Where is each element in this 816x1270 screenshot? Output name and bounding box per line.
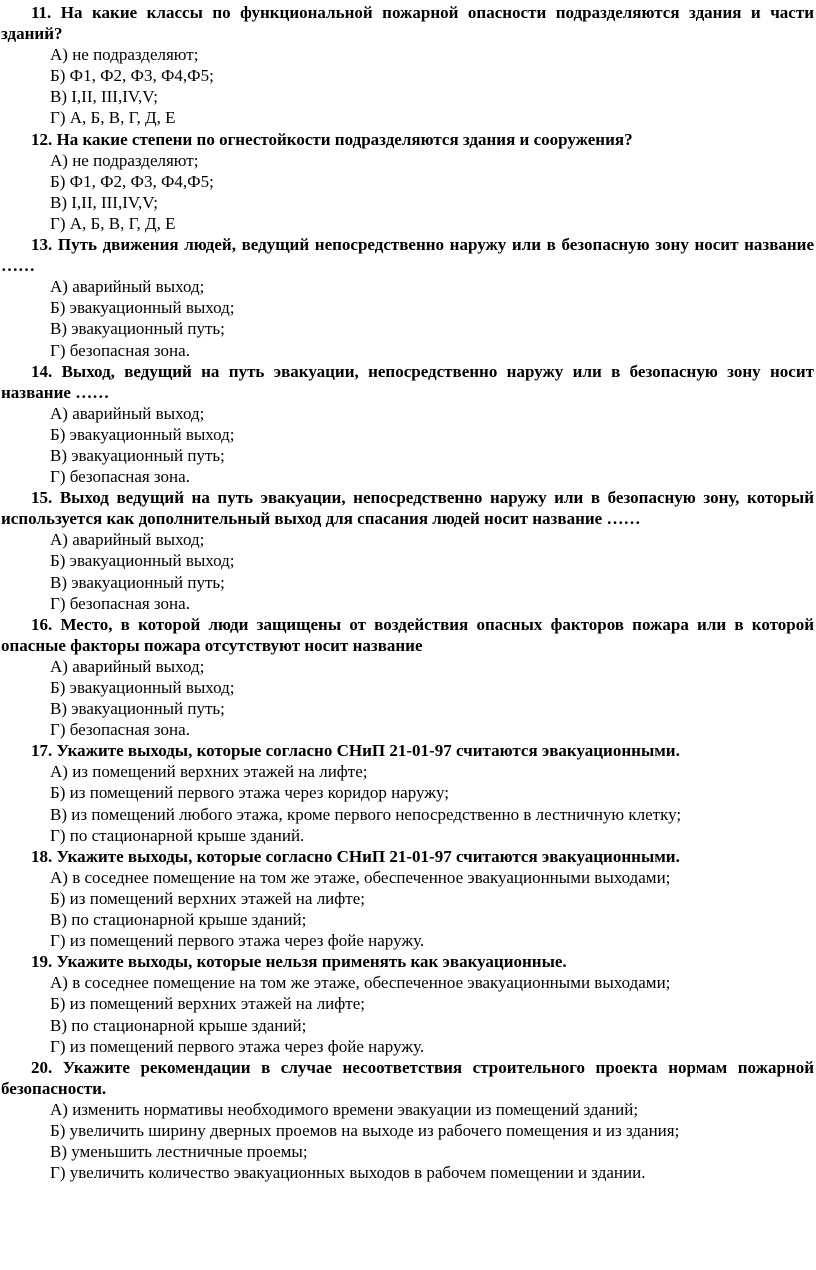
answer-option: А) аварийный выход; bbox=[50, 403, 205, 423]
answer-option: А) не подразделяют; bbox=[50, 150, 199, 170]
question-number: 19. bbox=[31, 952, 53, 972]
question-text bbox=[1, 1057, 814, 1099]
answer-option: Б) из помещений первого этажа через коридор наружу; bbox=[50, 783, 450, 803]
question-number: 16. bbox=[31, 614, 53, 634]
answer-option: А) не подразделяют; bbox=[50, 45, 199, 65]
question-statement: Место, в которой люди защищены от воздействия опасных факторов пожара или в которой опасные факторы пожара отсутствуют носит название bbox=[1, 614, 814, 655]
answer-option: Г) А, Б, В, Г, Д, Е bbox=[50, 108, 176, 128]
question-text bbox=[1, 129, 814, 150]
answer-option: Б) увеличить ширину дверных проемов на выходе из рабочего помещения и из здания; bbox=[50, 1120, 680, 1140]
question-text bbox=[1, 361, 814, 403]
answer-option: Г) увеличить количество эвакуационных выходов в рабочем помещении и здании. bbox=[50, 1163, 646, 1183]
answer-option: Г) безопасная зона. bbox=[50, 720, 190, 740]
answer-option: А) аварийный выход; bbox=[50, 530, 205, 550]
answer-option: А) аварийный выход; bbox=[50, 656, 205, 676]
answer-option: А) из помещений верхних этажей на лифте; bbox=[50, 762, 368, 782]
answer-option: Г) безопасная зона. bbox=[50, 593, 190, 613]
question-statement: Путь движения людей, ведущий непосредственно наружу или в безопасную зону носит название …… bbox=[1, 235, 815, 276]
question-block bbox=[1, 614, 814, 741]
question-block bbox=[1, 846, 814, 951]
question-block bbox=[1, 361, 814, 488]
question-block bbox=[1, 129, 814, 234]
answer-option: В) эвакуационный путь; bbox=[50, 445, 225, 465]
question-number: 17. bbox=[31, 741, 53, 761]
question-statement: На какие классы по функциональной пожарной опасности подразделяются здания и части зданий? bbox=[1, 3, 814, 44]
answer-option: Г) из помещений первого этажа через фойе наружу. bbox=[50, 931, 425, 951]
answer-option: Б) Ф1, Ф2, Ф3, Ф4,Ф5; bbox=[50, 171, 214, 191]
question-statement: Укажите рекомендации в случае несоответствия строительного проекта нормам пожарной безопасности. bbox=[1, 1057, 814, 1098]
question-text bbox=[1, 2, 814, 44]
question-text bbox=[1, 846, 814, 867]
question-text bbox=[1, 234, 814, 276]
question-block bbox=[1, 487, 814, 614]
question-number: 13. bbox=[31, 235, 53, 255]
question-block bbox=[1, 2, 814, 129]
answer-option: Г) безопасная зона. bbox=[50, 340, 190, 360]
answer-option: В) эвакуационный путь; bbox=[50, 572, 225, 592]
question-statement: Укажите выходы, которые согласно СНиП 21-01-97 считаются эвакуационными. bbox=[56, 741, 680, 761]
question-number: 11. bbox=[31, 3, 52, 22]
question-block bbox=[1, 951, 814, 1056]
question-statement: Укажите выходы, которые согласно СНиП 21-01-97 считаются эвакуационными. bbox=[56, 846, 680, 866]
answer-option: Б) эвакуационный выход; bbox=[50, 551, 235, 571]
question-statement: Выход, ведущий на путь эвакуации, непосредственно наружу или в безопасную зону носит название …… bbox=[1, 361, 815, 402]
question-number: 14. bbox=[31, 361, 53, 381]
answer-option: Г) из помещений первого этажа через фойе наружу. bbox=[50, 1036, 425, 1056]
answer-option: В) из помещений любого этажа, кроме первого непосредственно в лестничную клетку; bbox=[50, 804, 682, 824]
answer-option: Б) Ф1, Ф2, Ф3, Ф4,Ф5; bbox=[50, 66, 214, 86]
answer-option: А) аварийный выход; bbox=[50, 277, 205, 297]
answer-option: Б) эвакуационный выход; bbox=[50, 424, 235, 444]
answer-option: Б) из помещений верхних этажей на лифте; bbox=[50, 888, 365, 908]
answer-option: В) I,II, III,IV,V; bbox=[50, 192, 158, 212]
question-block bbox=[1, 1057, 814, 1184]
answer-option: В) по стационарной крыше зданий; bbox=[50, 1015, 307, 1035]
answer-option: Б) эвакуационный выход; bbox=[50, 298, 235, 318]
question-block bbox=[1, 234, 814, 361]
question-statement: Укажите выходы, которые нельзя применять как эвакуационные. bbox=[56, 952, 567, 972]
answer-option: В) эвакуационный путь; bbox=[50, 699, 225, 719]
answer-option: А) изменить нормативы необходимого времени эвакуации из помещений зданий; bbox=[50, 1099, 639, 1119]
question-text bbox=[1, 487, 814, 529]
answer-option: А) в соседнее помещение на том же этаже, обеспеченное эвакуационными выходами; bbox=[50, 973, 671, 993]
answer-option: Г) по стационарной крыше зданий. bbox=[50, 825, 305, 845]
question-number: 20. bbox=[31, 1057, 53, 1077]
question-statement: Выход ведущий на путь эвакуации, непосредственно наружу или в безопасную зону, который используется как дополнительный выход для спасания людей носит название …… bbox=[1, 488, 814, 529]
answer-option: В) I,II, III,IV,V; bbox=[50, 87, 158, 107]
question-statement: На какие степени по огнестойкости подразделяются здания и сооружения? bbox=[56, 129, 633, 149]
answer-option: А) в соседнее помещение на том же этаже, обеспеченное эвакуационными выходами; bbox=[50, 867, 671, 887]
question-number: 15. bbox=[31, 488, 53, 508]
question-number: 18. bbox=[31, 846, 53, 866]
answer-option: Б) эвакуационный выход; bbox=[50, 678, 235, 697]
answer-option: Б) из помещений верхних этажей на лифте; bbox=[50, 994, 365, 1014]
answer-option: Г) А, Б, В, Г, Д, Е bbox=[50, 213, 176, 233]
answer-option: В) уменьшить лестничные проемы; bbox=[50, 1142, 308, 1162]
question-block bbox=[1, 740, 814, 845]
question-text bbox=[1, 614, 814, 656]
question-number: 12. bbox=[31, 129, 53, 149]
question-text bbox=[1, 740, 814, 761]
answer-option: В) эвакуационный путь; bbox=[50, 319, 225, 339]
question-text bbox=[1, 951, 814, 972]
answer-option: В) по стационарной крыше зданий; bbox=[50, 910, 307, 930]
answer-option: Г) безопасная зона. bbox=[50, 467, 190, 487]
